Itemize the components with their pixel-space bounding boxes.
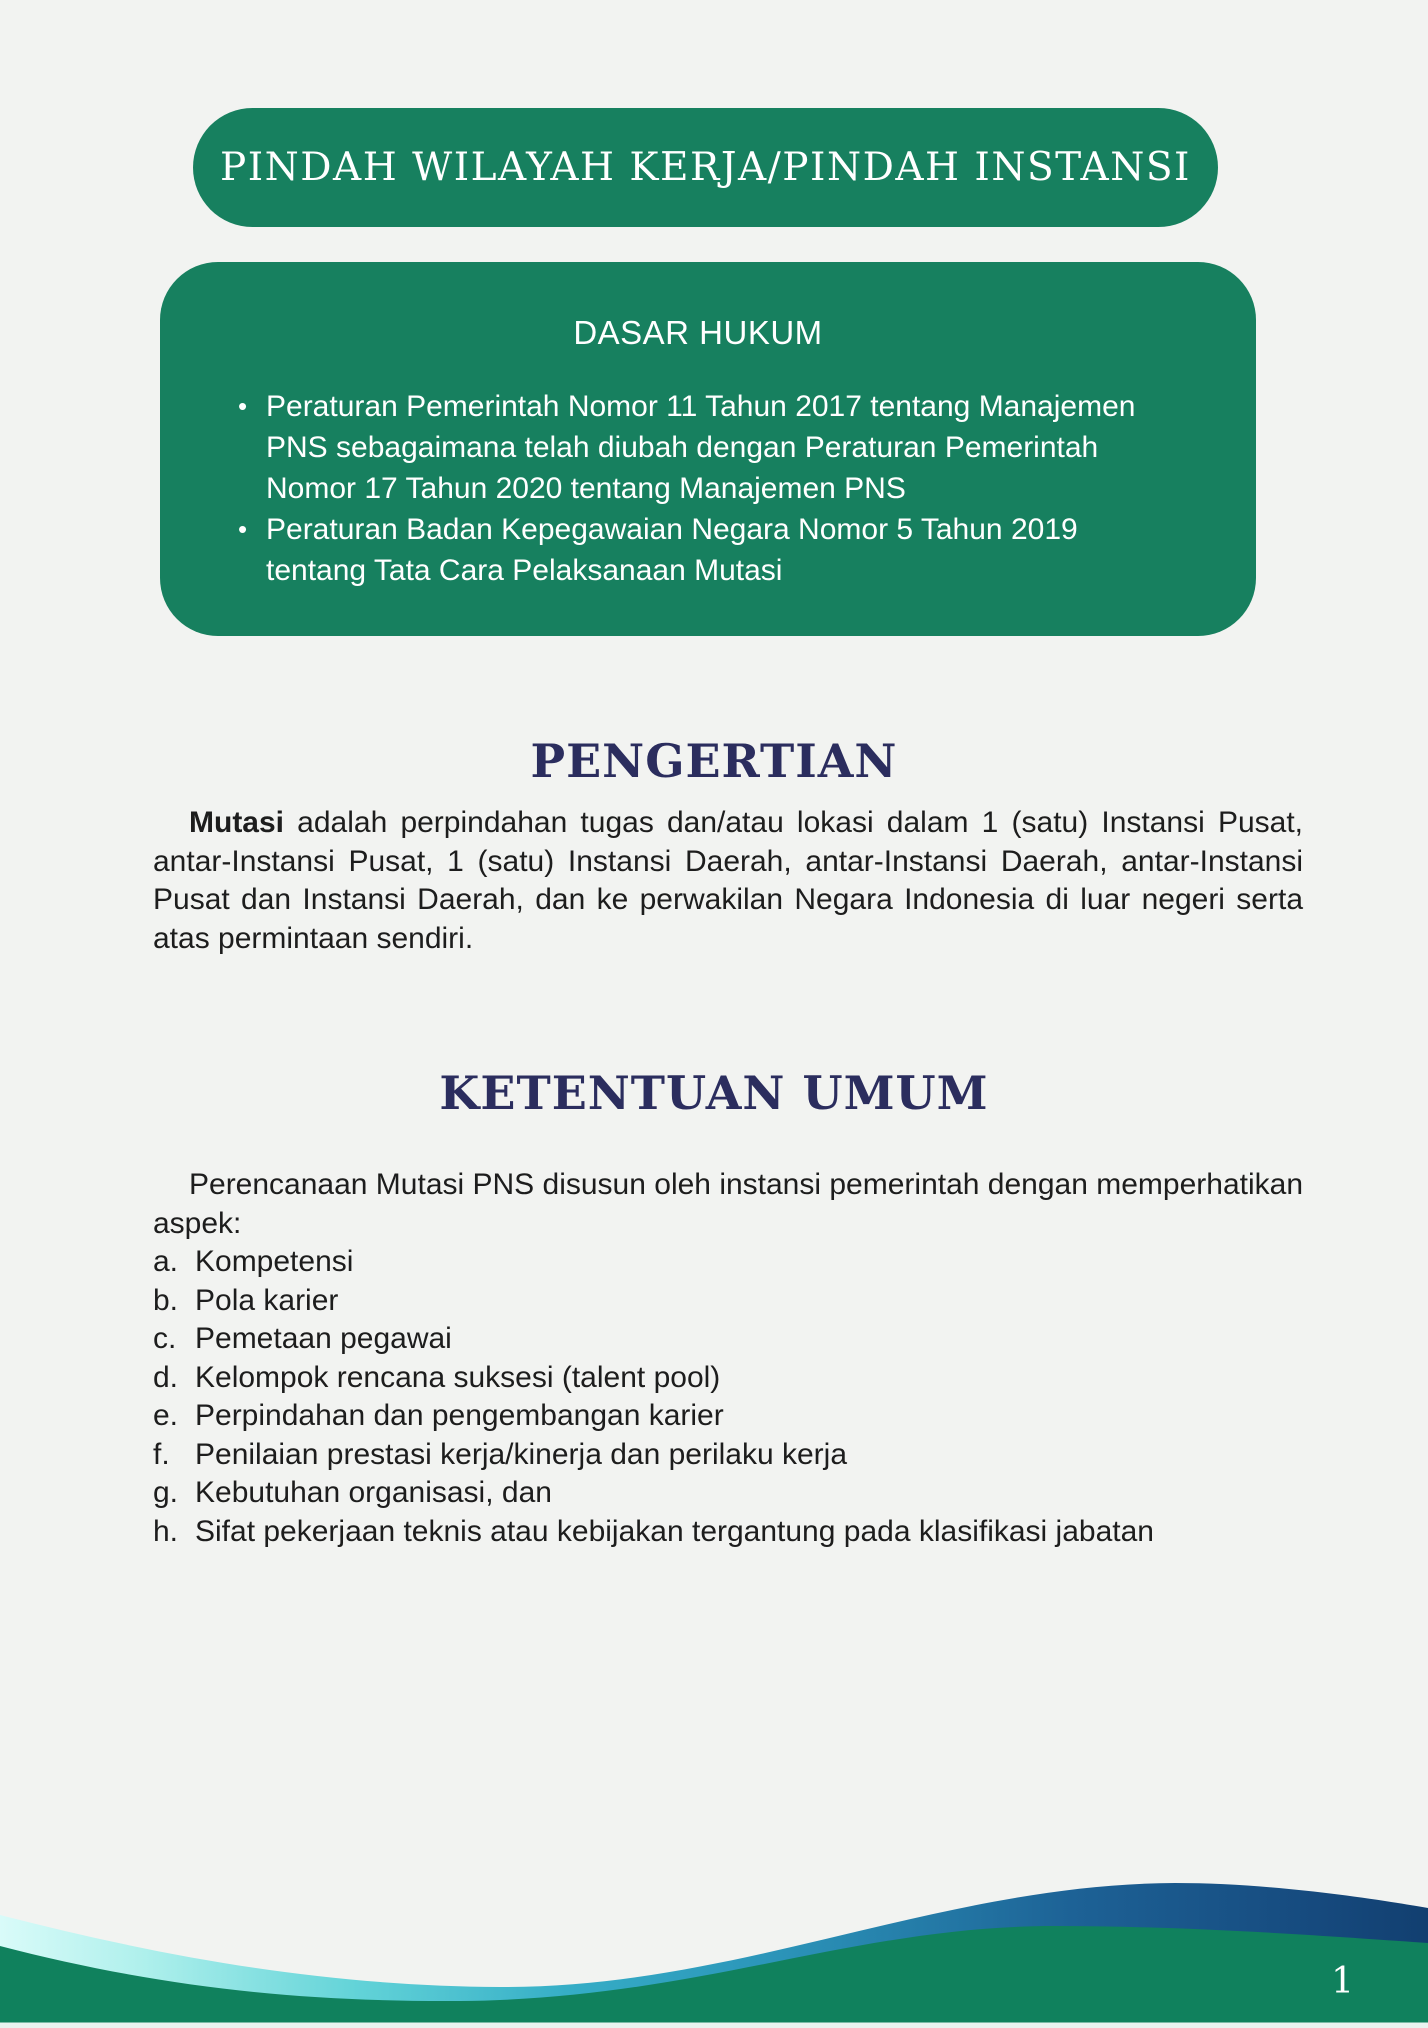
list-marker: c. — [153, 1322, 177, 1356]
list-item: • Peraturan Badan Kepegawaian Negara Nomor 5 Tahun 2019 tentang Tata Cara Pelaksanaan Mutasi — [232, 509, 1164, 591]
section-heading-pengertian: PENGERTIAN — [530, 734, 898, 788]
paragraph — [153, 804, 1303, 958]
list-marker: a. — [153, 1245, 179, 1279]
list-item-text: Penilaian prestasi kerja/kinerja dan perilaku kerja — [195, 1437, 848, 1471]
list-marker: e. — [153, 1399, 179, 1433]
pengertian-paragraph — [153, 804, 1303, 958]
page-title: PINDAH WILAYAH KERJA/PINDAH INSTANSI — [220, 145, 1191, 190]
lead-term: Mutasi — [189, 806, 285, 839]
page-number: 1 — [1331, 1961, 1354, 2002]
legal-basis-box — [160, 262, 1256, 636]
list-item-text: Sifat pekerjaan teknis atau kebijakan tergantung pada klasifikasi jabatan — [195, 1514, 1154, 1548]
list-item — [153, 1436, 1303, 1475]
list-item-text: Perpindahan dan pengembangan karier — [195, 1399, 724, 1433]
legal-basis-heading: DASAR HUKUM — [573, 314, 823, 351]
list-item: • Peraturan Pemerintah Nomor 11 Tahun 2017 tentang Manajemen PNS sebagaimana telah diubah dengan Peraturan Pemerintah Nomor 17 Tahun 2020 tentang Manajemen PNS — [232, 386, 1164, 509]
list-item — [153, 1282, 1303, 1321]
paragraph-text: adalah perpindahan tugas dan/atau lokasi dalam 1 (satu) Instansi Pusat, antar-Instansi Pusat, 1 (satu) Instansi Daerah, antar-Instansi Daerah, antar-Instansi Pusat dan Instansi Daerah, dan ke perwakilan Negara Indonesia di luar negeri serta atas permintaan sendiri. — [153, 806, 1303, 955]
section-heading-ketentuan-umum: KETENTUAN UMUM — [439, 1066, 989, 1120]
list-item — [153, 1320, 1303, 1359]
list-marker: g. — [153, 1476, 179, 1510]
aspek-list — [153, 1243, 1303, 1551]
list-marker: b. — [153, 1283, 179, 1317]
page-bottom-strip — [0, 2023, 1428, 2028]
list-item-text: Pola karier — [195, 1283, 339, 1317]
list-item — [153, 1474, 1303, 1513]
list-marker: h. — [153, 1514, 179, 1548]
list-item-text: Kompetensi — [195, 1245, 354, 1279]
list-item — [153, 1513, 1303, 1552]
legal-basis-list — [232, 386, 1164, 591]
list-item — [153, 1359, 1303, 1398]
ketentuan-umum-block — [153, 1166, 1303, 1551]
footer-wave-decoration — [0, 1870, 1428, 2028]
ketentuan-intro: Perencanaan Mutasi PNS disusun oleh instansi pemerintah dengan memperhatikan aspek: — [153, 1168, 1303, 1240]
list-item-text: Kelompok rencana suksesi (talent pool) — [195, 1360, 721, 1394]
list-item-text: Kebutuhan organisasi, dan — [195, 1476, 552, 1510]
list-item-text: Pemetaan pegawai — [195, 1322, 452, 1356]
title-banner — [193, 108, 1218, 227]
list-marker: f. — [153, 1437, 170, 1471]
list-item — [153, 1243, 1303, 1282]
list-item — [153, 1397, 1303, 1436]
list-marker: d. — [153, 1360, 179, 1394]
